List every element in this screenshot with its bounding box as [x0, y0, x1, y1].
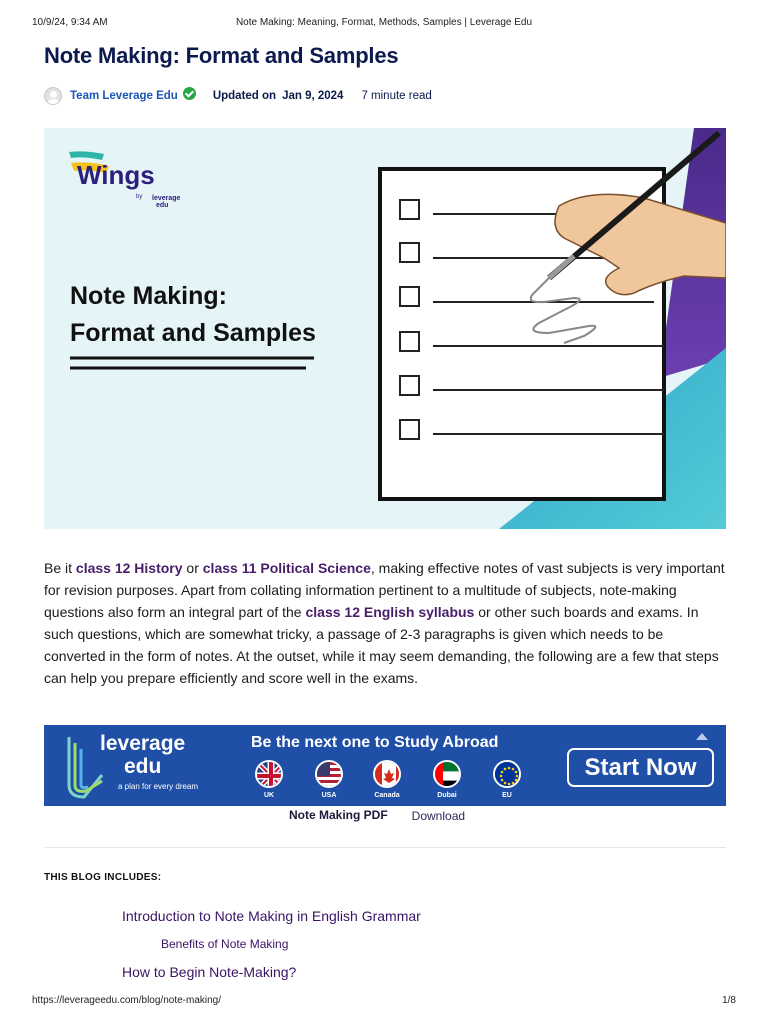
hero-title-line1: Note Making:: [70, 282, 227, 310]
updated-label: Updated on: [212, 90, 277, 102]
hero-brand: Wings: [77, 160, 155, 190]
flag-label-usa: USA: [321, 792, 337, 799]
usa-flag-icon: [315, 760, 343, 788]
hero-image: [44, 128, 726, 529]
banner-logo-line2: edu: [124, 755, 162, 778]
banner-headline: [251, 734, 498, 752]
uk-flag-icon: [255, 760, 283, 788]
print-url: https://leverageedu.com/blog/note-making/: [32, 995, 221, 1006]
read-time: 7 minute read: [361, 90, 432, 102]
canada-flag-icon: [373, 760, 401, 788]
print-timestamp: 10/9/24, 9:34 AM: [32, 17, 108, 28]
hero-title-line2: Format and Samples: [70, 319, 316, 347]
para-text: or other such boards and exams. In such questions, which are somewhat tricky, a passage of 2-3 paragraphs is given which needs to be converted in the form of notes. At the outset, while it may seem demanding, the following are a few that steps can help you prepare efficiently and score well in the exams.: [44, 604, 719, 686]
author-link[interactable]: Team Leverage Edu: [70, 90, 178, 102]
page-title: Note Making: Format and Samples: [44, 43, 399, 68]
ad-choice-icon[interactable]: [696, 733, 708, 740]
pdf-download-row: [289, 806, 475, 824]
flag-label-canada: Canada: [374, 792, 400, 799]
hero-brand-by: by: [136, 194, 143, 200]
banner-tagline: a plan for every dream: [118, 782, 199, 791]
intro-paragraph: [44, 557, 726, 689]
print-header: [0, 17, 768, 31]
flag-label-eu: EU: [502, 792, 512, 799]
print-page-title: Note Making: Meaning, Format, Methods, Samples | Leverage Edu: [235, 17, 533, 28]
user-avatar-icon: [44, 87, 62, 105]
toc-item-benefits[interactable]: Benefits of Note Making: [161, 937, 289, 951]
eu-flag-icon: [493, 760, 521, 788]
para-text: or: [182, 560, 203, 576]
uae-flag-icon: [433, 760, 461, 788]
link-class-11-political-science[interactable]: class 11 Political Science: [202, 560, 371, 576]
link-class-12-english-syllabus[interactable]: class 12 English syllabus: [305, 604, 475, 620]
print-page-count: 1/8: [722, 995, 736, 1006]
article-meta: [44, 87, 432, 105]
toc-item-how-to-begin[interactable]: How to Begin Note-Making?: [122, 964, 297, 980]
hero-title: [70, 278, 316, 352]
toc-title: THIS BLOG INCLUDES:: [44, 872, 162, 883]
updated-date: Jan 9, 2024: [282, 90, 344, 102]
para-text: Be it: [44, 560, 76, 576]
banner-headline-a: Be the next one to: [251, 734, 395, 751]
hero-brand-sub2: edu: [156, 202, 169, 209]
divider: [44, 847, 726, 848]
flag-label-uk: UK: [263, 792, 275, 799]
study-abroad-banner[interactable]: [44, 725, 726, 806]
pdf-label: Note Making PDF: [289, 808, 388, 822]
toc-item-introduction[interactable]: Introduction to Note Making in English Grammar: [122, 908, 421, 924]
leverage-logo-icon: [64, 735, 104, 801]
check-badge-icon: [183, 87, 196, 100]
flag-label-dubai: Dubai: [437, 792, 457, 799]
download-button[interactable]: Download: [402, 808, 475, 823]
hero-brand-sub1: leverage: [152, 195, 181, 202]
banner-logo-line1: leverage: [100, 732, 186, 755]
link-class-12-history[interactable]: class 12 History: [75, 560, 183, 576]
para-text: , making effective notes of vast subjects is very important for revision purposes. Apart from collating information pertinent to a multitude of subjects, note-making questions also form an integral part of the: [44, 560, 725, 620]
start-now-button[interactable]: Start Now: [567, 748, 714, 787]
banner-headline-b: Study Abroad: [394, 734, 499, 751]
